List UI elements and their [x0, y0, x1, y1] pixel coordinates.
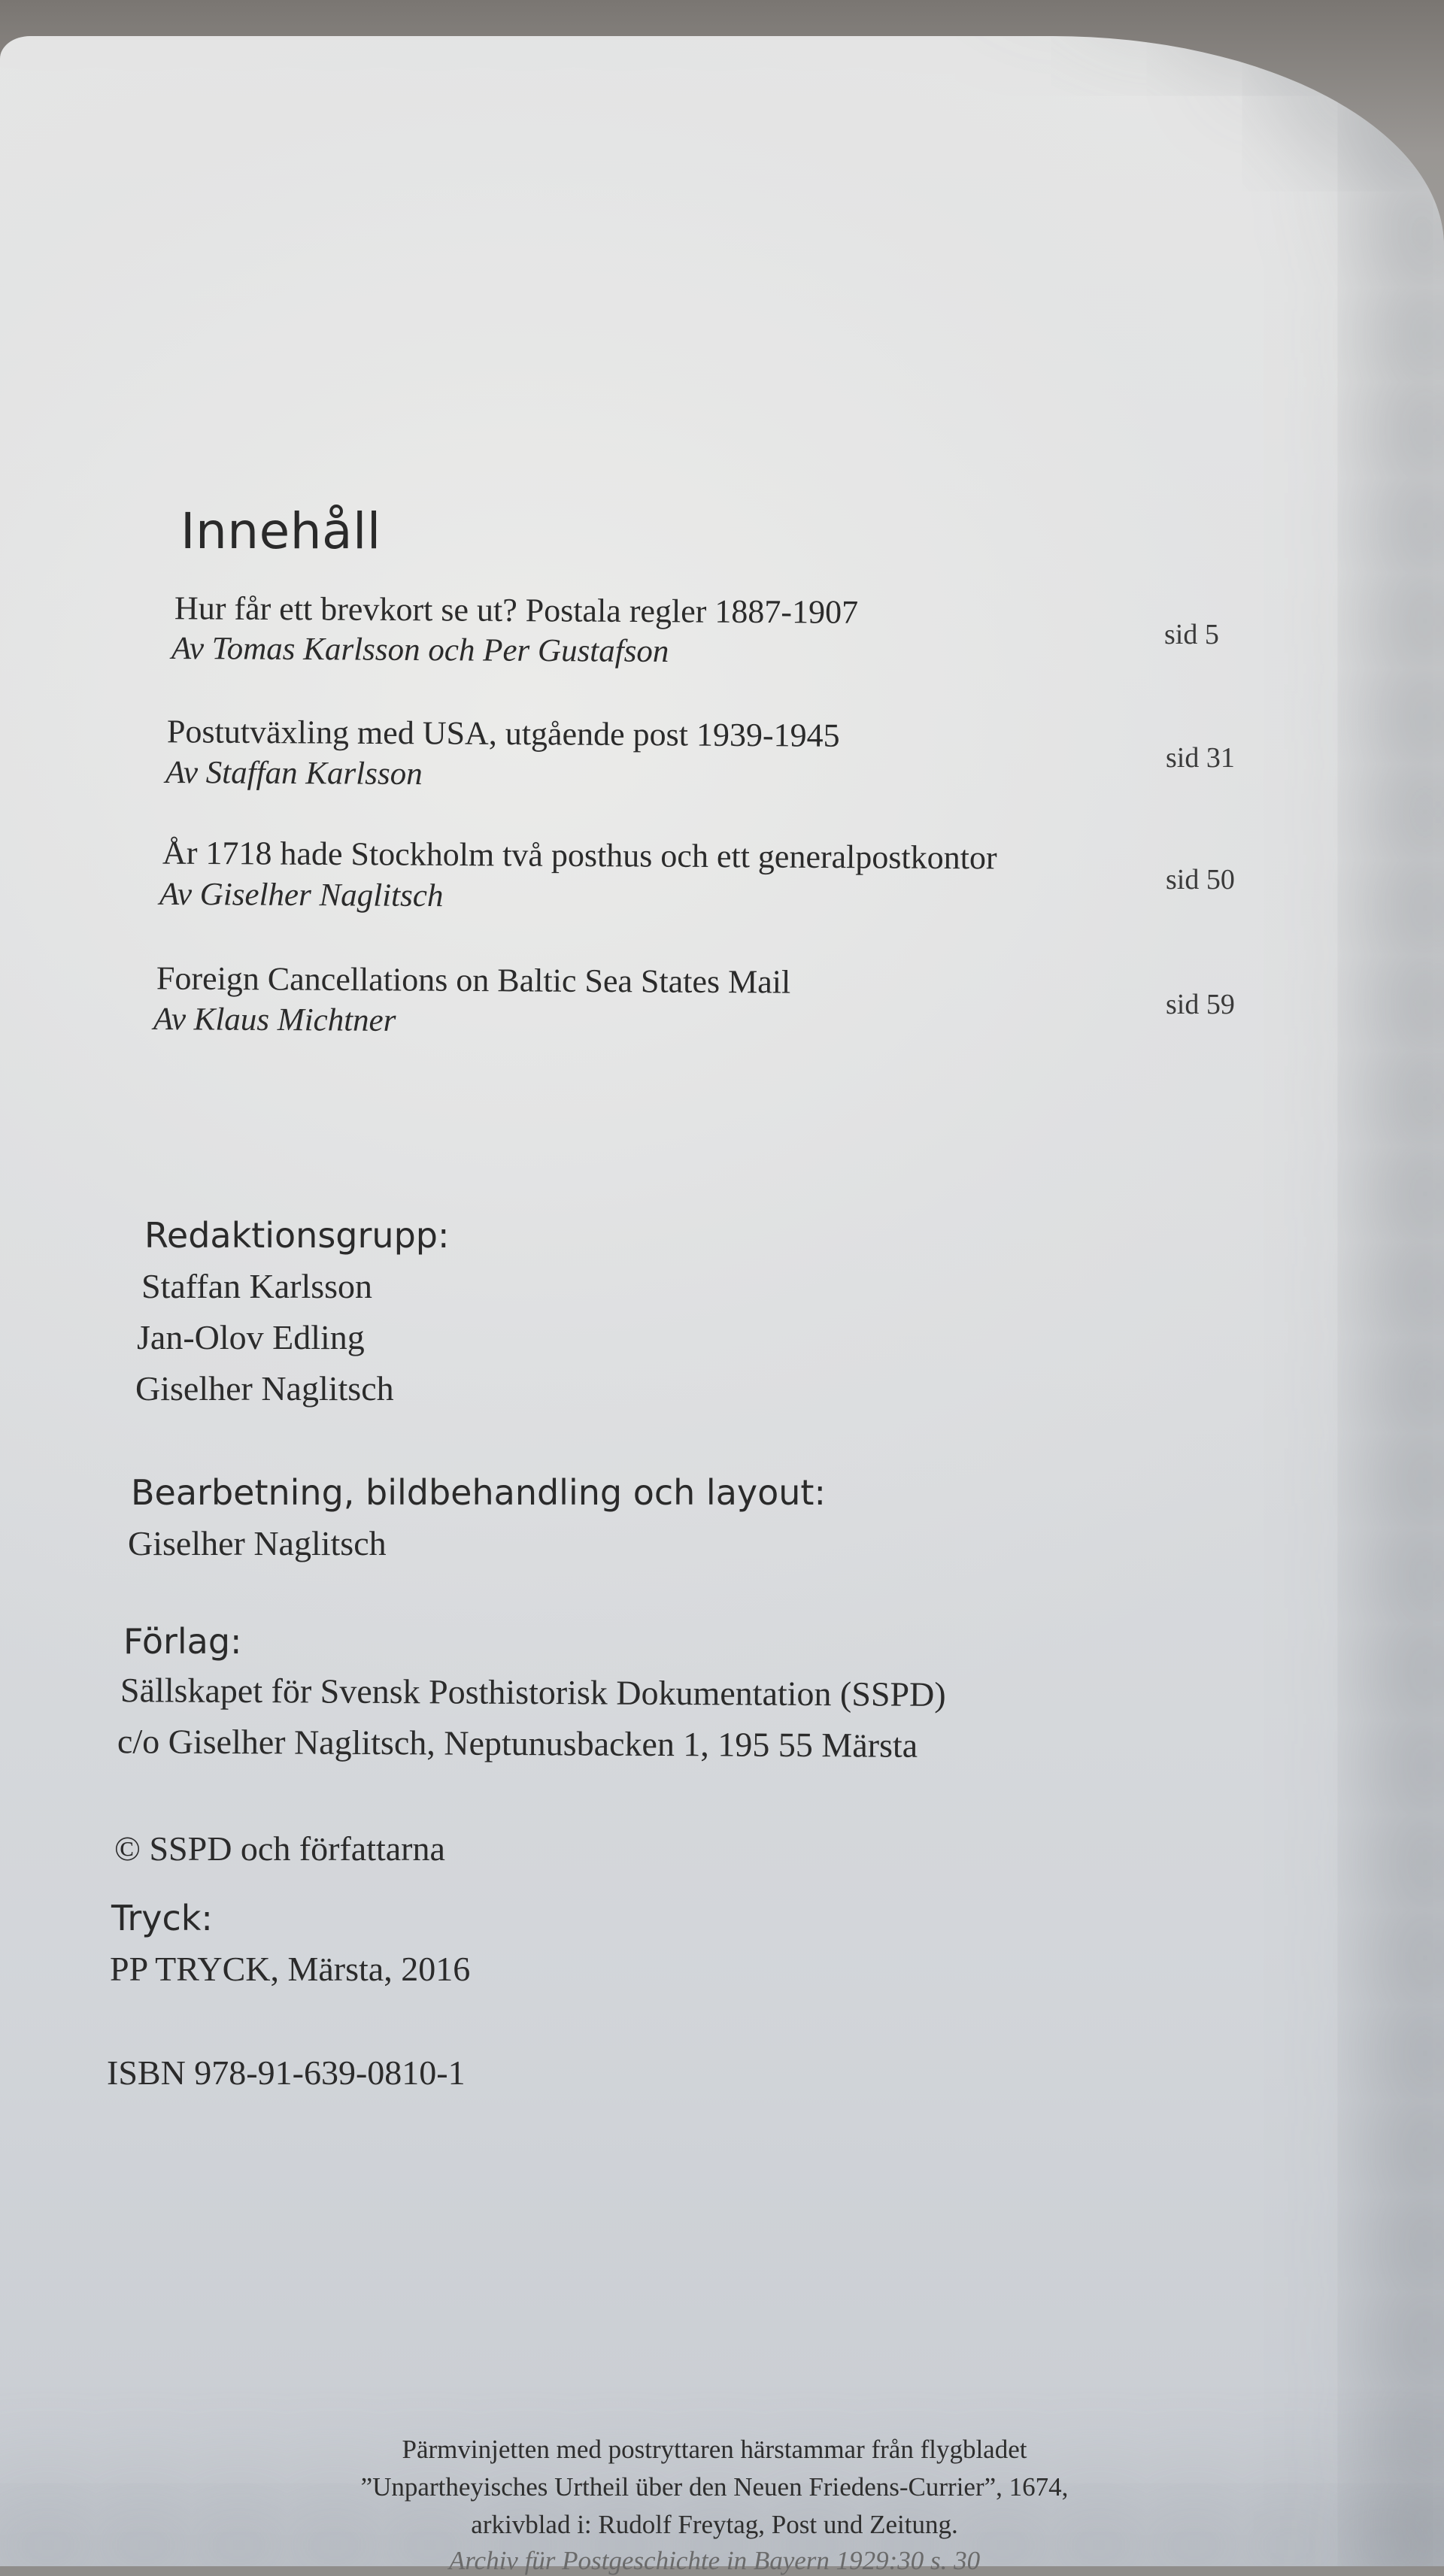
isbn: ISBN 978-91-639-0810-1: [107, 2053, 466, 2092]
toc-entry-title: Foreign Cancellations on Baltic Sea States Mail: [156, 959, 791, 1001]
toc-entry-title: Postutväxling med USA, utgående post 1939-1945: [166, 713, 840, 754]
book-page: [0, 36, 1444, 2575]
toc-entry-page: sid 50: [1166, 864, 1235, 896]
toc-entry-page: sid 5: [1164, 619, 1219, 650]
editorial-member: Staffan Karlsson: [141, 1267, 373, 1305]
layout-person: Giselher Naglitsch: [128, 1524, 387, 1562]
printer-info: PP TRYCK, Märsta, 2016: [110, 1950, 471, 1988]
copyright-notice: © SSPD och författarna: [114, 1829, 445, 1868]
layout-label: Bearbetning, bildbehandling och layout:: [131, 1472, 826, 1513]
publisher-label: Förlag:: [123, 1621, 242, 1662]
toc-entry-author: Av Staffan Karlsson: [165, 754, 423, 792]
toc-entry-page: sid 31: [1166, 742, 1235, 774]
toc-entry-author: Av Klaus Michtner: [153, 1002, 396, 1038]
editorial-member: Jan-Olov Edling: [137, 1318, 365, 1356]
cover-credit-line: Archiv für Postgeschichte in Bayern 1929:30 s. 30: [448, 2546, 981, 2575]
publisher-address: c/o Giselher Naglitsch, Neptunusbacken 1, 195 55 Märsta: [117, 1722, 918, 1765]
editorial-group-label: Redaktionsgrupp:: [144, 1215, 450, 1256]
cover-credit-line: arkivblad i: Rudolf Freytag, Post und Zeitung.: [471, 2510, 958, 2539]
toc-entry-author: Av Giselher Naglitsch: [159, 876, 444, 914]
cover-credit-line: Pärmvinjetten med postryttaren härstammar från flygbladet: [402, 2435, 1027, 2464]
toc-entry-title: Hur får ett brevkort se ut? Postala regler 1887-1907: [174, 589, 859, 631]
publisher-name: Sällskapet för Svensk Posthistorisk Dokumentation (SSPD): [120, 1671, 946, 1714]
toc-heading: Innehåll: [180, 502, 381, 560]
toc-entry-page: sid 59: [1166, 989, 1235, 1020]
editorial-member: Giselher Naglitsch: [135, 1369, 394, 1408]
toc-entry-author: Av Tomas Karlsson och Per Gustafson: [171, 630, 669, 670]
toc-entry-title: År 1718 hade Stockholm två posthus och ett generalpostkontor: [162, 834, 997, 877]
cover-credit-line: ”Unpartheyisches Urtheil über den Neuen Friedens-Currier”, 1674,: [360, 2472, 1069, 2502]
print-label: Tryck:: [111, 1898, 213, 1938]
